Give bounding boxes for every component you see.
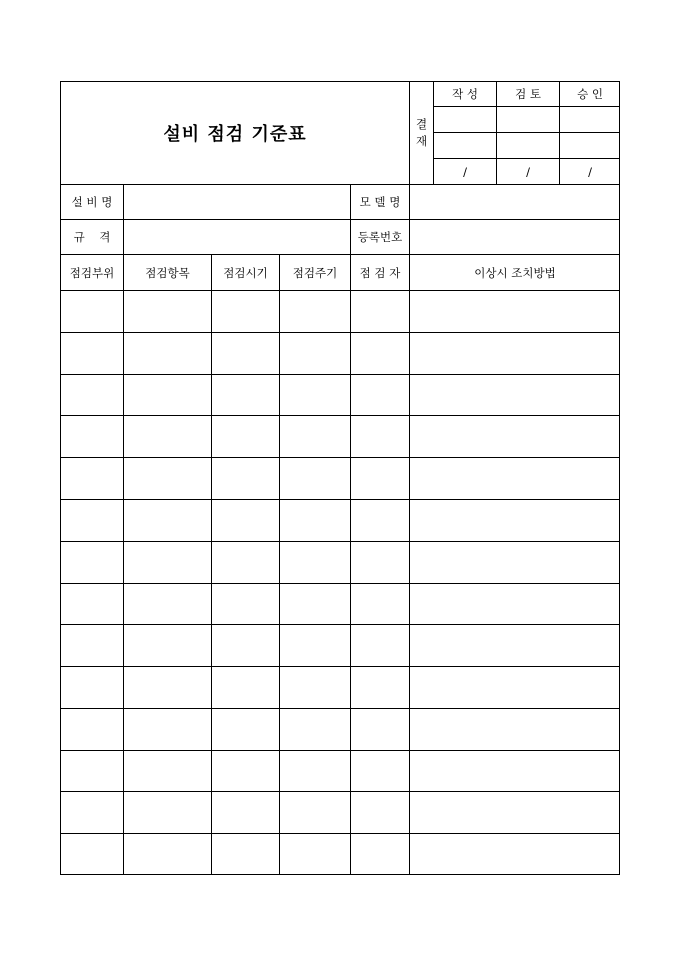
- equipment-name-field[interactable]: [123, 184, 350, 219]
- table-cell-inspection-cycle[interactable]: [279, 666, 350, 708]
- table-cell-inspector[interactable]: [350, 415, 409, 457]
- table-cell-inspector[interactable]: [350, 791, 409, 833]
- table-cell-corrective-action[interactable]: [409, 583, 620, 624]
- table-cell-inspector[interactable]: [350, 666, 409, 708]
- table-cell-inspection-item[interactable]: [123, 457, 211, 499]
- table-cell-inspector[interactable]: [350, 332, 409, 374]
- model-name-field[interactable]: [409, 184, 620, 219]
- approval-header-approver: 승 인: [559, 81, 620, 106]
- table-cell-corrective-action[interactable]: [409, 791, 620, 833]
- table-cell-inspection-part[interactable]: [60, 457, 123, 499]
- col-header-inspection-item: 점검항목: [123, 254, 211, 290]
- table-cell-inspection-time[interactable]: [211, 457, 279, 499]
- table-cell-corrective-action[interactable]: [409, 750, 620, 791]
- table-cell-inspection-part[interactable]: [60, 374, 123, 415]
- table-cell-corrective-action[interactable]: [409, 457, 620, 499]
- table-cell-inspector[interactable]: [350, 583, 409, 624]
- table-cell-inspector[interactable]: [350, 833, 409, 875]
- approval-side-label-bottom: 재: [415, 134, 428, 148]
- col-header-inspector: 점 검 자: [350, 254, 409, 290]
- registration-no-label: 등록번호: [350, 219, 409, 254]
- table-cell-inspection-item[interactable]: [123, 708, 211, 750]
- table-cell-inspection-time[interactable]: [211, 791, 279, 833]
- table-cell-inspection-part[interactable]: [60, 666, 123, 708]
- table-cell-inspection-time[interactable]: [211, 290, 279, 332]
- registration-no-field[interactable]: [409, 219, 620, 254]
- col-header-inspection-part: 점검부위: [60, 254, 123, 290]
- inspection-form: [60, 81, 620, 875]
- table-cell-inspection-cycle[interactable]: [279, 708, 350, 750]
- table-cell-inspection-cycle[interactable]: [279, 541, 350, 583]
- col-header-corrective-action: 이상시 조치방법: [409, 254, 620, 290]
- approval-header-author: 작 성: [433, 81, 496, 106]
- table-cell-inspection-time[interactable]: [211, 666, 279, 708]
- table-cell-inspection-time[interactable]: [211, 833, 279, 875]
- table-cell-inspection-part[interactable]: [60, 791, 123, 833]
- signature-cell-reviewer[interactable]: [496, 106, 559, 132]
- table-cell-corrective-action[interactable]: [409, 332, 620, 374]
- table-cell-corrective-action[interactable]: [409, 499, 620, 541]
- table-cell-corrective-action[interactable]: [409, 708, 620, 750]
- table-cell-inspection-time[interactable]: [211, 374, 279, 415]
- date-cell-author[interactable]: /: [433, 158, 496, 184]
- table-cell-inspector[interactable]: [350, 624, 409, 666]
- signature-cell-author-2[interactable]: [433, 132, 496, 158]
- table-cell-inspection-part[interactable]: [60, 750, 123, 791]
- table-cell-inspector[interactable]: [350, 457, 409, 499]
- signature-cell-approver[interactable]: [559, 106, 620, 132]
- signature-cell-approver-2[interactable]: [559, 132, 620, 158]
- table-cell-corrective-action[interactable]: [409, 290, 620, 332]
- table-cell-inspection-item[interactable]: [123, 290, 211, 332]
- table-cell-inspection-part[interactable]: [60, 332, 123, 374]
- table-cell-inspection-part[interactable]: [60, 624, 123, 666]
- col-header-inspection-cycle: 점검주기: [279, 254, 350, 290]
- approval-side-label: [409, 81, 433, 184]
- table-cell-inspection-time[interactable]: [211, 499, 279, 541]
- table-cell-inspection-item[interactable]: [123, 541, 211, 583]
- col-header-inspection-time: 점검시기: [211, 254, 279, 290]
- table-cell-inspection-part[interactable]: [60, 415, 123, 457]
- table-cell-inspection-time[interactable]: [211, 332, 279, 374]
- table-cell-inspector[interactable]: [350, 708, 409, 750]
- table-cell-inspector[interactable]: [350, 290, 409, 332]
- table-cell-inspection-cycle[interactable]: [279, 624, 350, 666]
- table-cell-inspection-part[interactable]: [60, 541, 123, 583]
- approval-side-label-top: 결: [415, 117, 428, 131]
- table-cell-inspection-cycle[interactable]: [279, 750, 350, 791]
- table-cell-inspector[interactable]: [350, 541, 409, 583]
- table-cell-inspection-part[interactable]: [60, 499, 123, 541]
- table-cell-inspector[interactable]: [350, 750, 409, 791]
- form-title: 설비 점검 기준표: [60, 81, 409, 184]
- table-cell-corrective-action[interactable]: [409, 833, 620, 875]
- table-cell-inspection-time[interactable]: [211, 415, 279, 457]
- table-cell-inspection-part[interactable]: [60, 583, 123, 624]
- table-cell-inspection-item[interactable]: [123, 666, 211, 708]
- table-cell-inspection-item[interactable]: [123, 415, 211, 457]
- equipment-name-label: 설 비 명: [60, 184, 123, 219]
- table-cell-inspection-item[interactable]: [123, 791, 211, 833]
- table-cell-inspection-time[interactable]: [211, 750, 279, 791]
- table-cell-corrective-action[interactable]: [409, 415, 620, 457]
- table-cell-inspection-item[interactable]: [123, 624, 211, 666]
- table-cell-inspection-item[interactable]: [123, 374, 211, 415]
- table-cell-inspection-cycle[interactable]: [279, 791, 350, 833]
- table-cell-inspection-cycle[interactable]: [279, 374, 350, 415]
- table-cell-inspection-item[interactable]: [123, 499, 211, 541]
- table-cell-inspection-time[interactable]: [211, 541, 279, 583]
- table-cell-inspection-part[interactable]: [60, 290, 123, 332]
- table-cell-inspection-part[interactable]: [60, 833, 123, 875]
- table-cell-inspection-time[interactable]: [211, 583, 279, 624]
- table-cell-inspection-item[interactable]: [123, 583, 211, 624]
- table-cell-inspection-time[interactable]: [211, 708, 279, 750]
- table-cell-corrective-action[interactable]: [409, 666, 620, 708]
- table-cell-inspection-cycle[interactable]: [279, 415, 350, 457]
- table-cell-inspection-time[interactable]: [211, 624, 279, 666]
- table-cell-inspection-cycle[interactable]: [279, 833, 350, 875]
- table-cell-inspection-cycle[interactable]: [279, 499, 350, 541]
- table-cell-inspection-cycle[interactable]: [279, 332, 350, 374]
- table-cell-inspector[interactable]: [350, 499, 409, 541]
- table-cell-inspection-item[interactable]: [123, 833, 211, 875]
- table-cell-corrective-action[interactable]: [409, 541, 620, 583]
- table-cell-corrective-action[interactable]: [409, 374, 620, 415]
- table-cell-corrective-action[interactable]: [409, 624, 620, 666]
- table-cell-inspector[interactable]: [350, 374, 409, 415]
- table-cell-inspection-item[interactable]: [123, 750, 211, 791]
- spec-label: 규 격: [60, 219, 123, 254]
- signature-cell-author[interactable]: [433, 106, 496, 132]
- table-cell-inspection-part[interactable]: [60, 708, 123, 750]
- approval-header-reviewer: 검 토: [496, 81, 559, 106]
- signature-cell-reviewer-2[interactable]: [496, 132, 559, 158]
- table-cell-inspection-item[interactable]: [123, 332, 211, 374]
- table-cell-inspection-cycle[interactable]: [279, 290, 350, 332]
- spec-field[interactable]: [123, 219, 350, 254]
- model-name-label: 모 델 명: [350, 184, 409, 219]
- table-cell-inspection-cycle[interactable]: [279, 583, 350, 624]
- date-cell-reviewer[interactable]: /: [496, 158, 559, 184]
- table-cell-inspection-cycle[interactable]: [279, 457, 350, 499]
- date-cell-approver[interactable]: /: [559, 158, 620, 184]
